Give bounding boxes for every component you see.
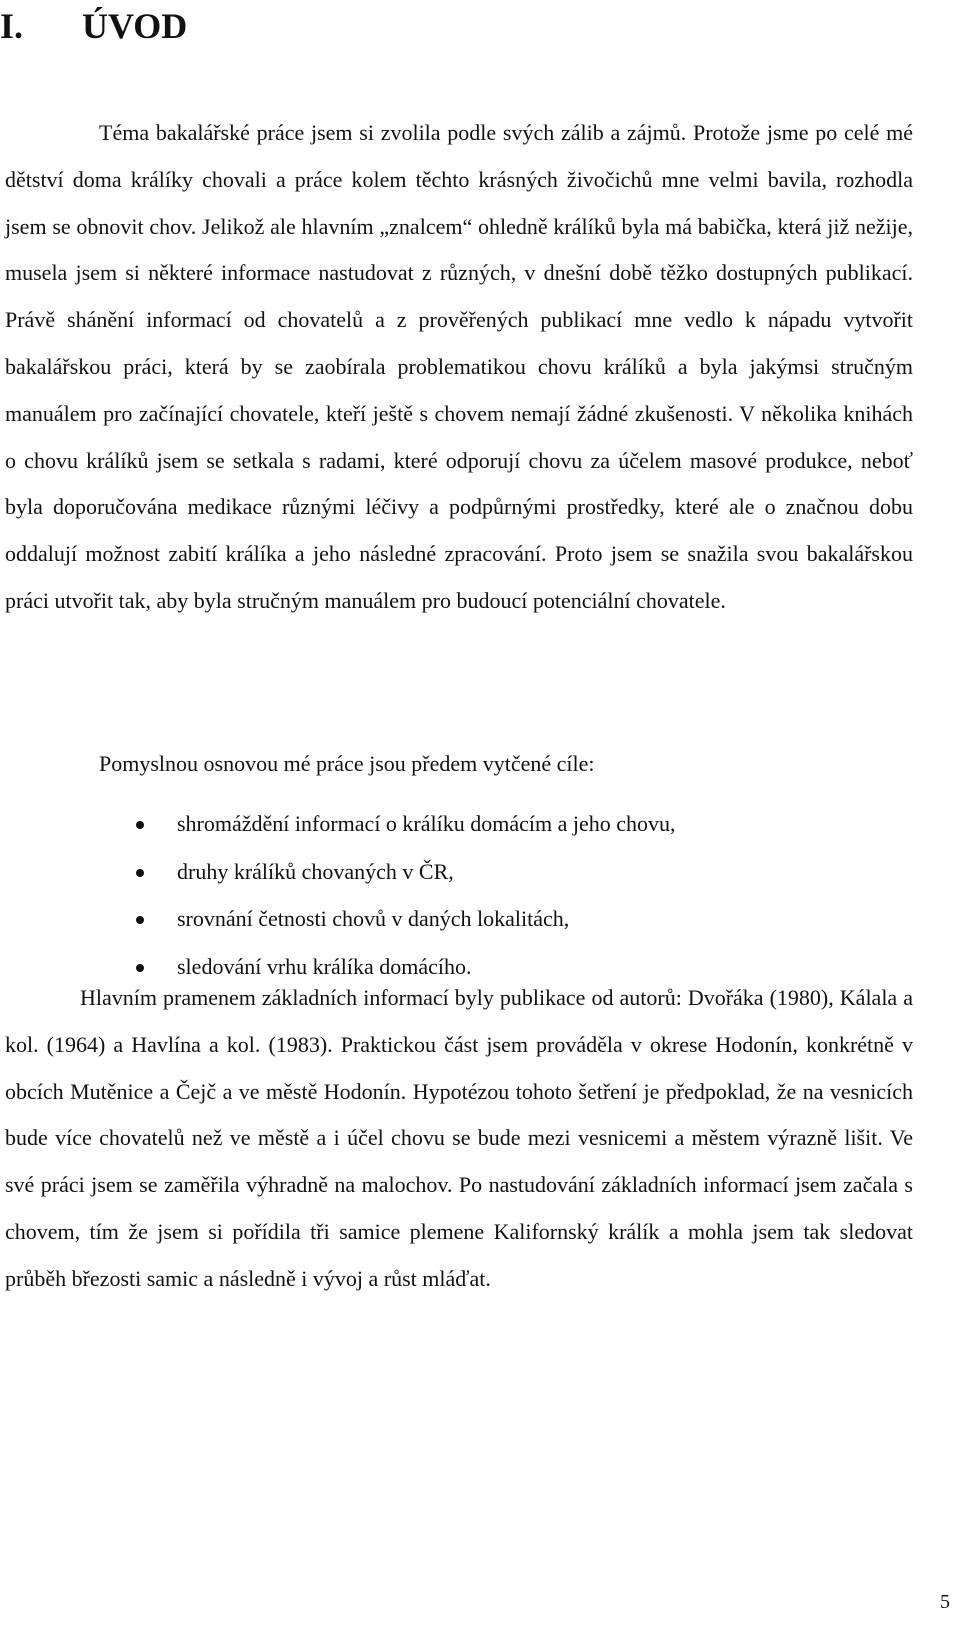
list-item <box>0 800 676 848</box>
goals-intro-paragraph: Pomyslnou osnovou mé práce jsou předem vytčené cíle: <box>99 751 595 776</box>
chapter-number: I. <box>0 6 24 46</box>
sources-paragraph: Hlavním pramenem základních informací byly publikace od autorů: Dvořáka (1980), Kálala a kol. (1964) a Havlína a kol. (1983). Praktickou část jsem prováděla v okrese Hodonín, konkrétně v obcích Mutěnice a Čejč a ve městě Hodonín. Hypotézou tohoto šetření je předpoklad, že na vesnicích bude více chovatelů než ve městě a i účel chovu se bude mezi vesnicemi a městem výrazně lišit. Ve své práci jsem se zaměřila výhradně na malochov. Po nastudování základních informací jsem začala s chovem, tím že jsem si pořídila tři samice plemene Kalifornský králík a mohla jsem tak sledovat průběh březosti samic a následně i vývoj a růst mláďat. <box>5 985 913 1291</box>
list-item <box>0 848 676 896</box>
bullet-icon <box>136 821 144 829</box>
bullet-icon <box>136 964 144 972</box>
goals-list <box>0 800 676 990</box>
page-number: 5 <box>940 1591 950 1613</box>
chapter-heading <box>0 4 187 48</box>
goal-text: srovnání četnosti chovů v daných lokalitách, <box>177 906 570 931</box>
goal-text: druhy králíků chovaných v ČR, <box>177 858 454 884</box>
goal-text: shromáždění informací o králíku domácím a jeho chovu, <box>177 811 676 836</box>
bullet-icon <box>136 916 144 924</box>
chapter-title: ÚVOD <box>82 6 188 46</box>
bullet-icon <box>136 869 144 877</box>
goal-text: sledování vrhu králíka domácího. <box>177 953 472 979</box>
list-item <box>0 895 676 943</box>
intro-paragraph: Téma bakalářské práce jsem si zvolila podle svých zálib a zájmů. Protože jsme po celé mé dětství doma králíky chovali a práce kolem těchto krásných živočichů mne velmi bavila, rozhodla jsem se obnovit chov. Jelikož ale hlavním „znalcem“ ohledně králíků byla má babička, která již nežije, musela jsem si některé informace nastudovat z různých, v dnešní době těžko dostupných publikací. Právě shánění informací od chovatelů a z prověřených publikací mne vedlo k nápadu vytvořit bakalářskou práci, která by se zaobírala problematikou chovu králíků a byla jakýmsi stručným manuálem pro začínající chovatele, kteří ještě s chovem nemají žádné zkušenosti. V několika knihách o chovu králíků jsem se setkala s radami, které odporují chovu za účelem masové produkce, neboť byla doporučována medikace různými léčivy a podpůrnými prostředky, které ale o značnou dobu oddalují možnost zabití králíka a jeho následné zpracování. Proto jsem se snažila svou bakalářskou práci utvořit tak, aby byla stručným manuálem pro budoucí potenciální chovatele. <box>5 120 913 613</box>
